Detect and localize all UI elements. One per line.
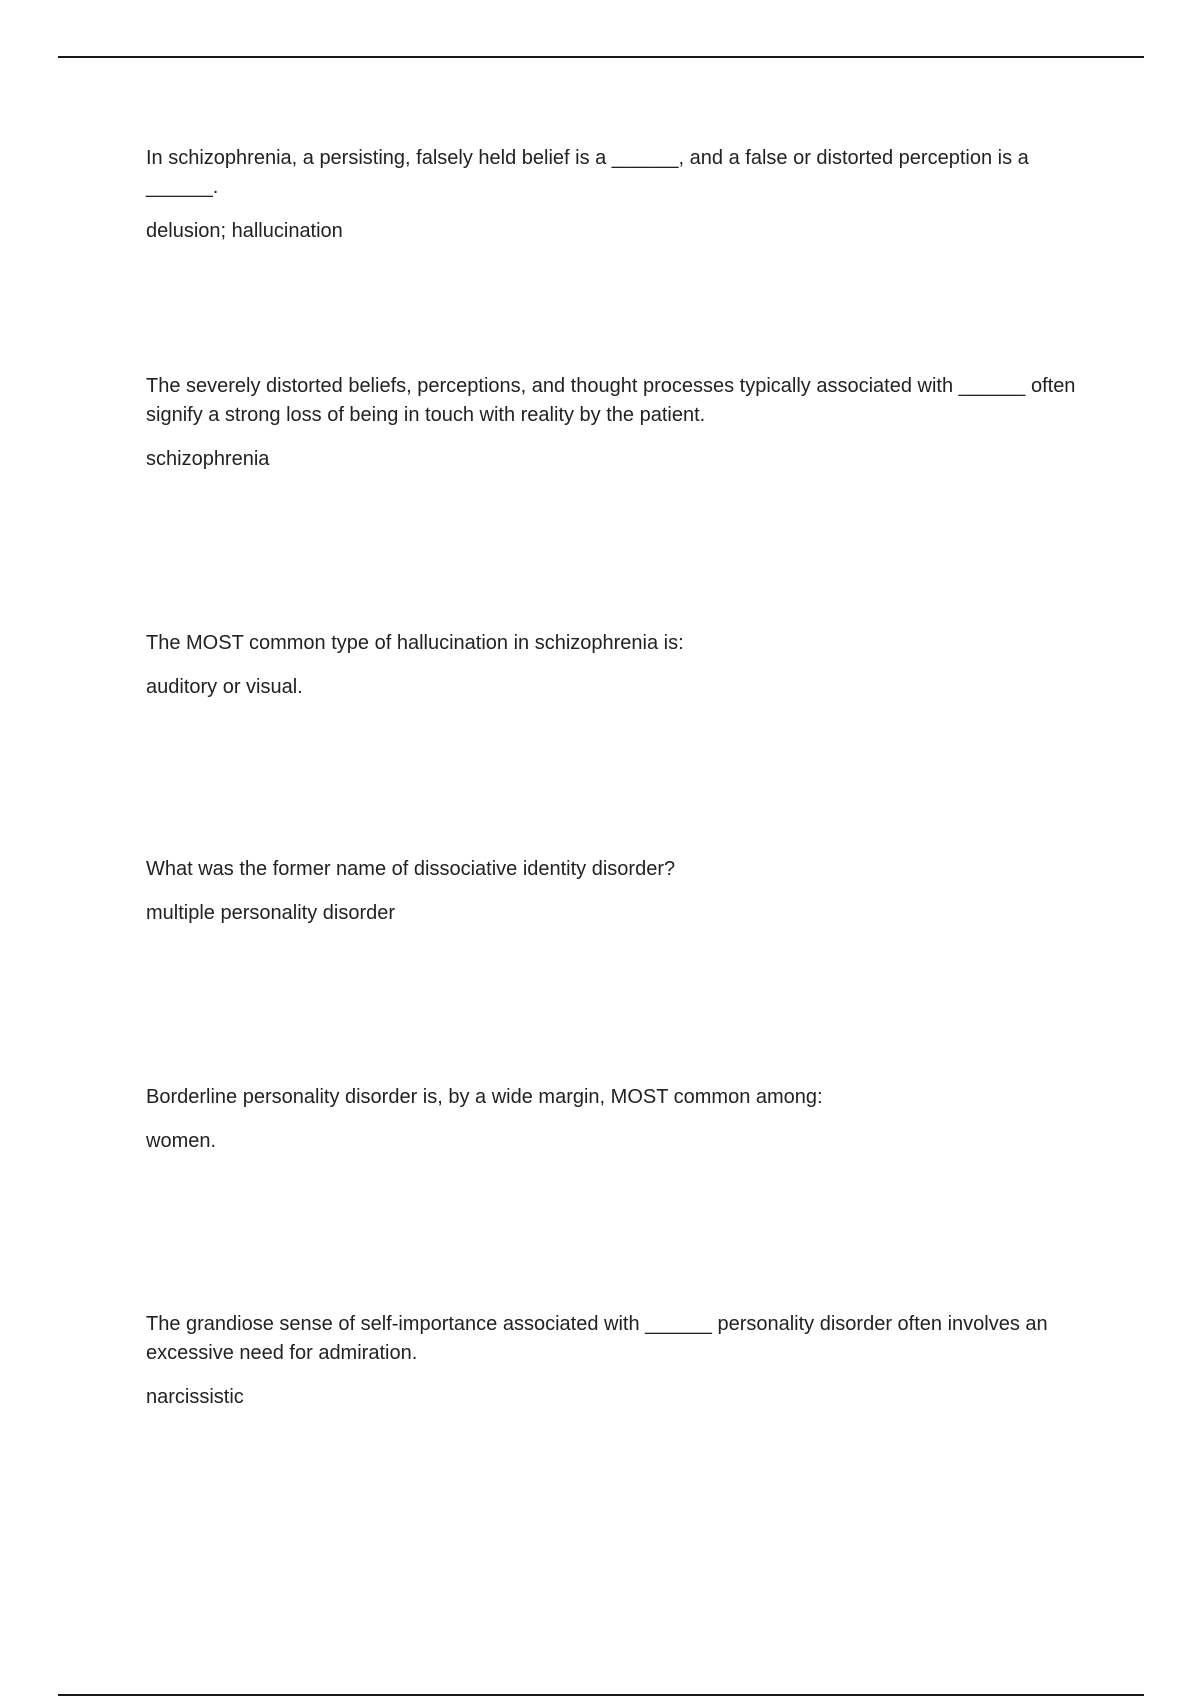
answer-text: narcissistic bbox=[146, 1386, 244, 1408]
question-text: The MOST common type of hallucination in schizophrenia is: bbox=[146, 632, 684, 654]
question-text: What was the former name of dissociative identity disorder? bbox=[146, 858, 676, 880]
question-text: Borderline personality disorder is, by a wide margin, MOST common among: bbox=[146, 1086, 823, 1108]
qa-card-6 bbox=[146, 1310, 1096, 1412]
qa-card-4 bbox=[146, 855, 1096, 928]
qa-card-2 bbox=[146, 372, 1096, 474]
answer-text: delusion; hallucination bbox=[146, 220, 343, 242]
answer-text: women. bbox=[146, 1130, 217, 1152]
answer-text: multiple personality disorder bbox=[146, 902, 396, 924]
answer-text: schizophrenia bbox=[146, 448, 270, 470]
qa-card-1 bbox=[146, 144, 1096, 246]
qa-card-3 bbox=[146, 629, 1096, 702]
footer-rule bbox=[58, 1694, 1144, 1696]
question-text: The grandiose sense of self-importance associated with ______ personality disorder often involves an excessive need for admiration. bbox=[146, 1313, 1048, 1364]
question-text: The severely distorted beliefs, perceptions, and thought processes typically associated with ______ often signify a strong loss of being in touch with reality by the patient. bbox=[146, 375, 1076, 426]
qa-card-5 bbox=[146, 1083, 1096, 1156]
question-text: In schizophrenia, a persisting, falsely held belief is a ______, and a false or distorted perception is a ______. bbox=[146, 147, 1029, 198]
answer-text: auditory or visual. bbox=[146, 676, 303, 698]
header-rule bbox=[58, 56, 1144, 58]
